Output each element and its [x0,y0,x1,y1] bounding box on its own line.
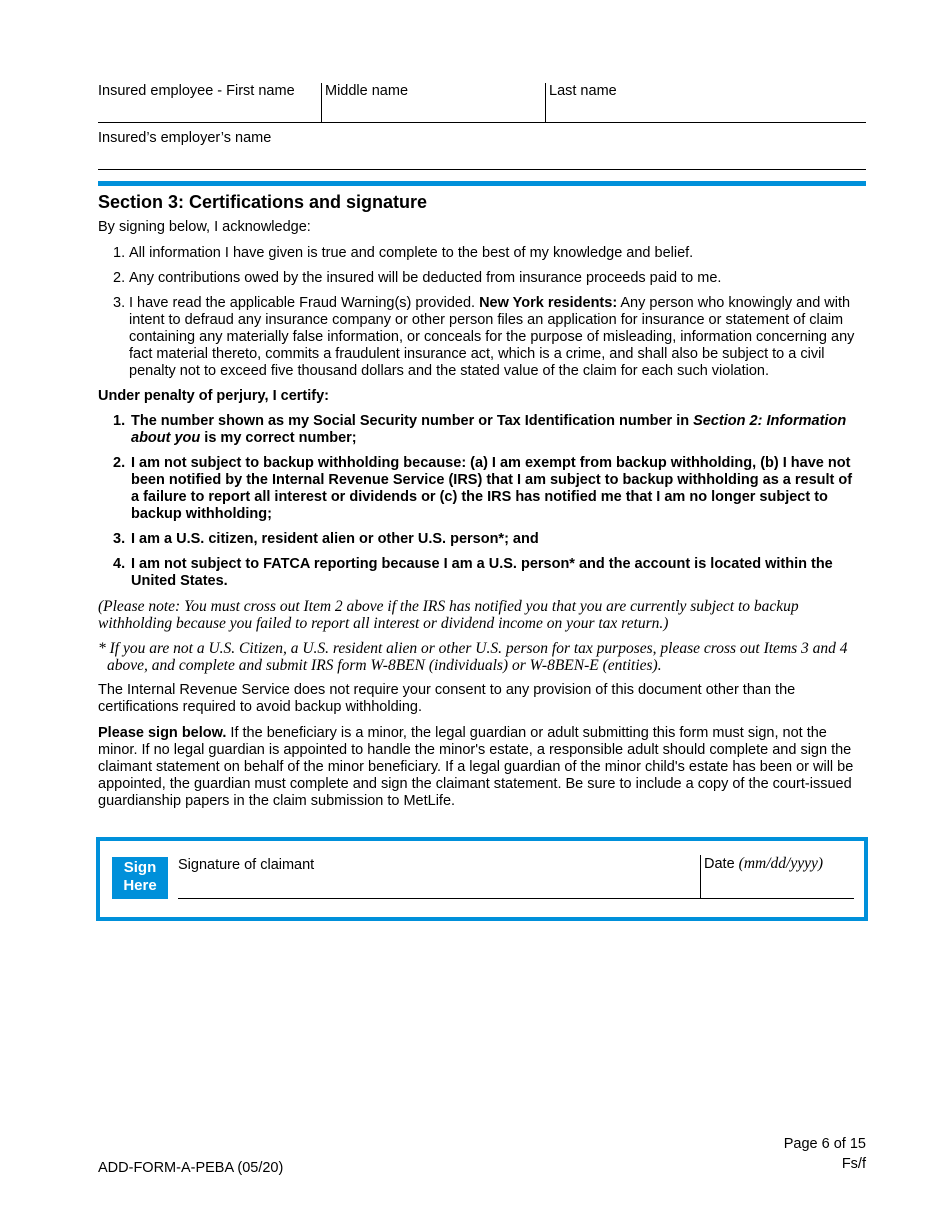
list-item [98,270,864,287]
item-number: 1. [113,413,126,429]
list-item [98,245,864,262]
item-text: I am a U.S. citizen, resident alien or other U.S. person*; and [131,531,539,547]
sign-here-badge [112,857,168,899]
section-body [98,219,864,810]
employer-name-label: Insured’s employer’s name [98,130,272,146]
item-text: I am not subject to backup withholding because: (a) I am exempt from backup withholding, (b) I have not been notified by the Internal Revenue Service (IRS) that I am subject to backup withholding as a result of a failure to report all interest or dividends or (c) the IRS has notified me that I am no longer subject to backup withholding; [131,455,853,522]
acknowledgement-list [98,245,864,380]
sign-below-label: Please sign below. [98,725,227,741]
field-divider [545,83,546,123]
item-text: is my correct number; [200,430,357,446]
field-divider [321,83,322,123]
list-item [98,295,864,380]
date-label: Date [704,856,735,872]
date-field[interactable] [704,855,854,897]
certification-list [98,413,864,590]
employer-name-field[interactable] [98,130,864,166]
middle-name-label: Middle name [325,83,409,99]
item-text: Any contributions owed by the insured will be deducted from insurance proceeds paid to me. [129,270,722,286]
sign-instructions-text: If the beneficiary is a minor, the legal guardian or adult submitting this form must sign, not the minor. If no legal guardian is appointed to handle the minor's estate, a responsible adult should complete and sign the claimant statement on behalf of the minor beneficiary. If a legal guardian of the minor child's estate has been or will be appointed, the guardian must complete and sign the claimant statement. Be sure to include a copy of the court-issued guardianship papers in the claim submission to MetLife. [98,725,854,809]
item-text: The number shown as my Social Security number or Tax Identification number in [131,413,694,429]
list-item [98,531,864,548]
item-number: 4. [113,556,126,572]
item-number: 3. [113,531,126,547]
signature-field[interactable] [178,857,698,899]
first-name-label: Insured employee - First name [98,83,295,99]
item-number: 1. [113,245,126,261]
fraud-warning-body: Any person who knowingly and with intent to defraud any insurance company or other person files an application for insurance or statement of claim containing any materially false information, or conceals for the purpose of misleading, information concerning any fact material thereto, commits a fraudulent insurance act, which is a crime, and shall also be subject to a civil penalty not to exceed five thousand dollars and the stated value of the claim for each such violation. [129,295,855,379]
last-name-label: Last name [549,83,617,99]
employer-underline [98,169,866,170]
sign-label: Sign [123,859,157,876]
middle-name-field[interactable] [325,83,540,119]
section-title: Section 3: Certifications and signature [98,192,428,212]
item-text: All information I have given is true and complete to the best of my knowledge and belief. [129,245,694,261]
last-name-field[interactable] [549,83,859,119]
section-reference: Section 2: Information about you [131,413,847,446]
new-york-residents-label: New York residents: [479,295,618,311]
perjury-heading: Under penalty of perjury, I certify: [98,388,329,404]
page-number: Page 6 of 15 [783,1136,866,1152]
signature-line [178,898,854,899]
item-text: I am not subject to FATCA reporting because I am a U.S. person* and the account is located within the United States. [131,556,833,589]
section-divider-bar [98,181,866,186]
sign-instructions [98,725,864,810]
form-id: ADD-FORM-A-PEBA (05/20) [98,1160,284,1176]
item-number: 2. [113,455,126,471]
acknowledge-intro: By signing below, I acknowledge: [98,219,311,235]
list-item [98,455,864,523]
item-number: 2. [113,270,126,286]
date-divider [700,855,701,898]
form-code: Fs/f [841,1156,866,1172]
signature-box [96,837,868,921]
item-number: 3. [113,295,126,311]
here-label: Here [123,877,157,894]
list-item [98,413,864,447]
list-item [98,556,864,590]
cross-out-note: (Please note: You must cross out Item 2 above if the IRS has notified you that you are currently subject to backup withholding because you failed to report all interest or dividend income on your tax return.) [98,598,799,632]
name-row-underline [98,122,866,123]
fraud-warning-text: I have read the applicable Fraud Warning(s) provided. [129,295,480,311]
non-us-person-note: * If you are not a U.S. Citizen, a U.S. resident alien or other U.S. person for tax purposes, please cross out Items 3 and 4 above, and complete and submit IRS form W-8BEN (individuals) or W-8BEN-E (entities). [98,640,848,674]
page-info [784,1134,866,1174]
signature-label: Signature of claimant [178,857,315,873]
date-format-hint: (mm/dd/yyyy) [738,855,824,872]
first-name-field[interactable] [98,83,318,119]
irs-consent-text: The Internal Revenue Service does not require your consent to any provision of this document other than the certifications required to avoid backup withholding. [98,682,796,715]
